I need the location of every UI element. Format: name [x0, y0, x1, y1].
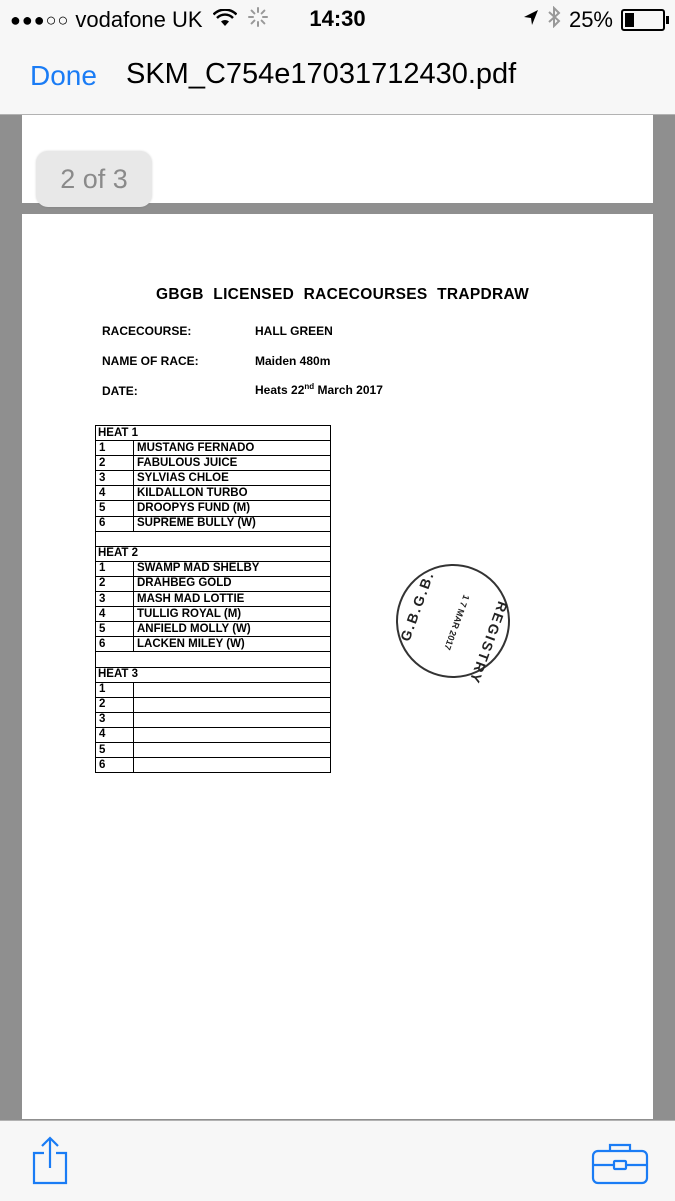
heat-header-row [96, 667, 331, 682]
trap-number: 6 [96, 758, 134, 773]
heat-title: HEAT 1 [96, 426, 331, 441]
carrier-name: vodafone UK [75, 7, 203, 32]
trap-number: 3 [96, 592, 134, 607]
racecourse-label: RACECOURSE: [102, 324, 192, 338]
trap-number: 1 [96, 561, 134, 576]
status-right [523, 6, 665, 34]
runner-row [96, 727, 331, 742]
stamp-gbgb-text: G.B.G.B. [396, 568, 438, 644]
trap-number: 6 [96, 637, 134, 652]
greyhound-name [134, 742, 331, 757]
location-arrow-icon [523, 7, 539, 33]
greyhound-name [134, 758, 331, 773]
runner-row [96, 441, 331, 456]
spacer-row [96, 652, 331, 667]
date-value-suffix: March 2017 [314, 383, 383, 397]
runner-row [96, 516, 331, 531]
battery-percent: 25% [568, 7, 613, 32]
runner-row [96, 576, 331, 591]
greyhound-name: FABULOUS JUICE [134, 456, 331, 471]
runner-row [96, 742, 331, 757]
document-title: SKM_C754e17031712430.pdf [126, 58, 517, 90]
spacer-row [96, 531, 331, 546]
heat-header-row [96, 546, 331, 561]
greyhound-name: SYLVIAS CHLOE [134, 471, 331, 486]
registry-stamp [380, 548, 526, 694]
document-viewer[interactable] [0, 115, 675, 1120]
date-label: DATE: [102, 384, 138, 398]
racecourse-value: HALL GREEN [255, 324, 333, 338]
runner-row [96, 682, 331, 697]
greyhound-name: DRAHBEG GOLD [134, 576, 331, 591]
trap-number: 5 [96, 501, 134, 516]
nav-bar [0, 38, 675, 115]
runner-row [96, 622, 331, 637]
runner-row [96, 471, 331, 486]
status-bar [0, 0, 675, 38]
spacer-cell [96, 652, 331, 667]
runner-row [96, 758, 331, 773]
greyhound-name: LACKEN MILEY (W) [134, 637, 331, 652]
done-button[interactable]: Done [30, 60, 97, 91]
greyhound-name: KILDALLON TURBO [134, 486, 331, 501]
greyhound-name [134, 712, 331, 727]
bottom-toolbar [0, 1120, 675, 1201]
stamp-date-text: 1 7 MAR 2017 [442, 593, 472, 652]
trapdraw-table [95, 425, 331, 773]
page-indicator: 2 of 3 [36, 151, 152, 207]
trap-number: 2 [96, 456, 134, 471]
trap-number: 1 [96, 682, 134, 697]
greyhound-name: DROOPYS FUND (M) [134, 501, 331, 516]
trap-number: 5 [96, 622, 134, 637]
trap-number: 2 [96, 576, 134, 591]
heat-title: HEAT 2 [96, 546, 331, 561]
trap-number: 4 [96, 607, 134, 622]
runner-row [96, 501, 331, 516]
runner-row [96, 607, 331, 622]
greyhound-name: ANFIELD MOLLY (W) [134, 622, 331, 637]
runner-row [96, 486, 331, 501]
stamp-registry-text: REGISTRY [466, 599, 512, 687]
greyhound-name: TULLIG ROYAL (M) [134, 607, 331, 622]
signal-strength-icon: ●●●○○ [10, 9, 70, 30]
greyhound-name: MUSTANG FERNADO [134, 441, 331, 456]
trap-number: 4 [96, 727, 134, 742]
heat-header-row [96, 426, 331, 441]
toolbox-icon[interactable] [590, 1141, 650, 1185]
race-name-label: NAME OF RACE: [102, 354, 199, 368]
trap-number: 6 [96, 516, 134, 531]
runner-row [96, 697, 331, 712]
runner-row [96, 456, 331, 471]
trap-number: 3 [96, 712, 134, 727]
date-value [255, 382, 383, 397]
date-value-suffix-ordinal: nd [304, 382, 315, 391]
trap-number: 5 [96, 742, 134, 757]
runner-row [96, 592, 331, 607]
share-icon[interactable] [30, 1135, 70, 1185]
greyhound-name [134, 682, 331, 697]
pdf-page [22, 214, 653, 1119]
spacer-cell [96, 531, 331, 546]
runner-row [96, 712, 331, 727]
form-heading: GBGB LICENSED RACECOURSES TRAPDRAW [156, 286, 530, 303]
trap-number: 1 [96, 441, 134, 456]
greyhound-name: SWAMP MAD SHELBY [134, 561, 331, 576]
bluetooth-icon [547, 6, 561, 34]
next-page [22, 1113, 653, 1119]
greyhound-name: MASH MAD LOTTIE [134, 592, 331, 607]
greyhound-name: SUPREME BULLY (W) [134, 516, 331, 531]
trap-number: 3 [96, 471, 134, 486]
date-value-prefix: Heats 22 [255, 383, 305, 397]
trap-number: 2 [96, 697, 134, 712]
trap-number: 4 [96, 486, 134, 501]
battery-icon [621, 9, 665, 31]
greyhound-name [134, 697, 331, 712]
runner-row [96, 561, 331, 576]
clock: 14:30 [309, 6, 366, 31]
greyhound-name [134, 727, 331, 742]
race-name-value: Maiden 480m [255, 354, 331, 368]
heat-title: HEAT 3 [96, 667, 331, 682]
runner-row [96, 637, 331, 652]
